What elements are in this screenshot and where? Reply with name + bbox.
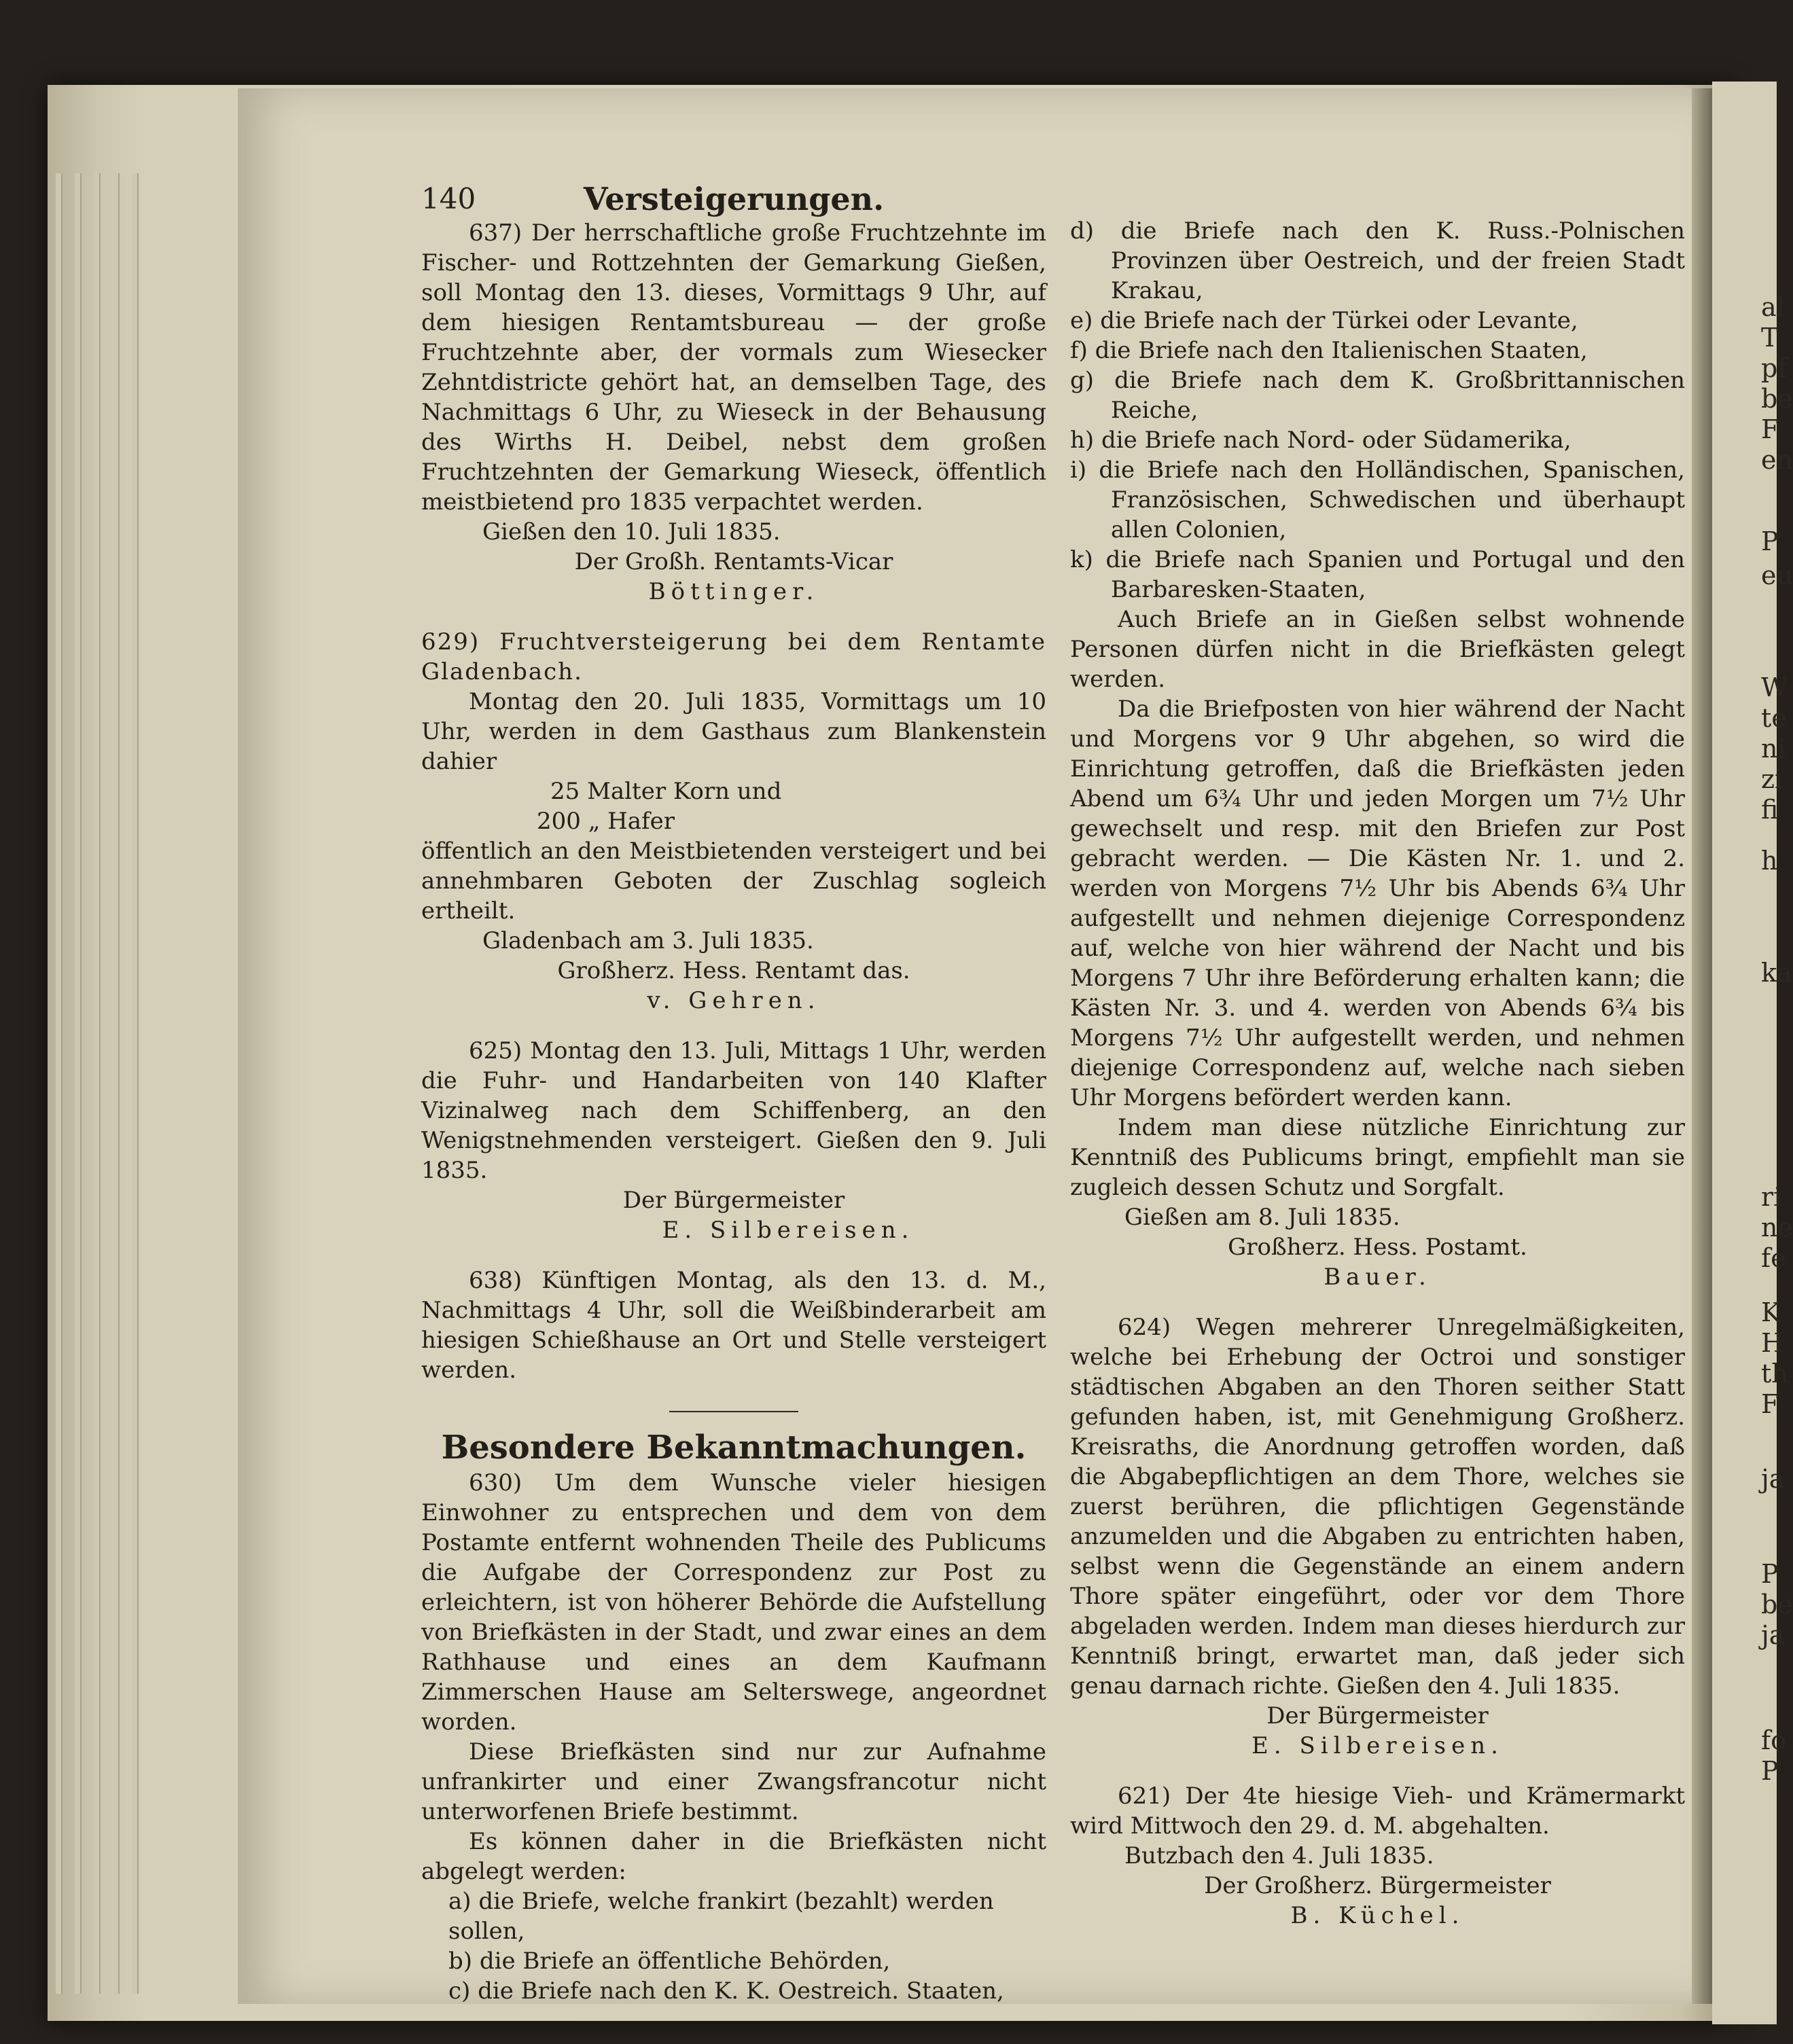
list-item: 200 „ Hafer [537,808,675,835]
fragment-text: W [1761,673,1788,702]
notice-638: 638) Künftigen Montag, als den 13. d. M., Nachmittags 4 Uhr, soll die Weißbinderarbeit am hiesigen Schießhause an Ort und Stelle versteigert werden. [421,1267,1046,1384]
fragment-text: ja [1761,1620,1785,1650]
fragment-text: ka [1761,958,1792,988]
notice-place-date: Gießen den 10. Juli 1835. [482,518,781,545]
fragment-text: be [1761,1590,1793,1619]
fragment-text: F [1761,1389,1779,1419]
notice-signatory: Der Großh. Rentamts-Vicar [574,548,893,575]
notice-630-para: Indem man diese nützliche Einrichtung zur Kenntniß des Publicums bringt, empfiehlt man sie zugleich dessen Schutz und Sorgfalt. [1070,1114,1685,1201]
page-edge [113,173,120,1994]
list-item: e) die Briefe nach der Türkei oder Levante, [1070,307,1578,334]
section-divider [669,1411,798,1412]
fragment-text: th [1761,1359,1788,1388]
page-edge [94,173,101,1994]
fragment-text: be [1761,384,1793,414]
notice-629-cont: öffentlich an den Meistbietenden versteigert und bei annehmbaren Geboten der Zuschlag sogleich ertheilt. [421,838,1046,925]
notice-629-title: 629) Fruchtversteigerung bei dem Rentamte Gladenbach. [421,628,1046,685]
notice-place-date: Gladenbach am 3. Juli 1835. [482,927,814,954]
notice-signature: E. Silbereisen. [1251,1732,1504,1759]
fragment-text: zi [1761,764,1783,794]
book-gutter [1692,88,1712,2004]
notice-621: 621) Der 4te hiesige Vieh- und Krämermarkt wird Mittwoch den 29. d. M. abgehalten. [1070,1782,1685,1840]
notice-signatory: Großherz. Hess. Postamt. [1228,1234,1527,1261]
notice-signatory: Der Bürgermeister [622,1187,845,1214]
neighbor-page-fragment [1712,82,1793,2024]
fragment-text: ne [1761,1213,1793,1242]
notice-630-para: Da die Briefposten von hier während der Nacht und Morgens vor 9 Uhr abgehen, so wird die Einrichtung getroffen, daß die Briefkästen jeden Abend um 6¾ Uhr und jeden Morgen um 7½ Uhr gewechselt und resp. mit den Briefen zur Post gebracht werden. — Die Kästen Nr. 1. und 2. werden von Morgens 7½ Uhr bis Abends 6¾ Uhr aufgestellt und nehmen diejenige Correspondenz auf, welche von hier während der Nacht und bis Morgens 7 Uhr ihre Beförderung erhalten kann; die Kästen Nr. 3. und 4. werden von Abends 6¾ bis Morgens 7½ Uhr aufgestellt werden, und nehmen diejenige Correspondenz auf, welche nach sieben Uhr Morgens befördert werden kann. [1070,696,1685,1111]
fragment-text: P [1761,1559,1779,1589]
notice-630-para: Auch Briefe an in Gießen selbst wohnende Personen dürfen nicht in die Briefkästen gelegt werden. [1070,606,1685,693]
fragment-text: al [1761,292,1785,322]
notice-630-para: Es können daher in die Briefkästen nicht abgelegt werden: [421,1828,1046,1885]
fragment-text: te [1761,703,1787,733]
notice-signature: v. Gehren. [647,987,821,1014]
left-column [421,180,1046,2006]
fragment-text: P [1761,1756,1779,1786]
notice-637: 637) Der herrschaftliche große Fruchtzehnte im Fischer- und Rottzehnten der Gemarkung Gießen, soll Montag den 13. dieses, Vormittags 9 Uhr, auf dem hiesigen Rentamtsbureau — der große Fruchtzehnte aber, der vormals zum Wiesecker Zehntdistricte gehört hat, an demselben Tage, des Nachmittags 6 Uhr, zu Wieseck in der Behausung des Wirths H. Deibel, nebst dem großen Fruchtzehnten der Gemarkung Wieseck, öffentlich meistbietend pro 1835 verpachtet werden. [421,219,1046,516]
fragment-text: ni [1761,734,1786,764]
list-item: b) die Briefe an öffentliche Behörden, [448,1948,891,1975]
page-edge [132,173,139,1994]
list-item: i) die Briefe nach den Holländischen, Spanischen, Französischen, Schwedischen und überhaupt allen Colonien, [1070,456,1685,543]
notice-signatory: Der Bürgermeister [1266,1702,1489,1729]
list-item: c) die Briefe nach den K. K. Oestreich. Staaten, [448,1977,1004,2005]
notice-signature: Bauer. [1324,1263,1432,1291]
list-item: f) die Briefe nach den Italienischen Staaten, [1070,337,1588,364]
right-column [1070,216,1685,1931]
list-item: a) die Briefe, welche frankirt (bezahlt) werden sollen, [448,1888,994,1945]
notice-signatory: Großherz. Hess. Rentamt das. [557,957,910,984]
section-heading: Versteigerungen. [583,181,885,217]
fragment-text: h [1761,846,1778,876]
fragment-text: K [1761,1297,1781,1327]
notice-630-para: Diese Briefkästen sind nur zur Aufnahme unfrankirter und einer Zwangsfrancotur nicht unterworfenen Briefe bestimmt. [421,1738,1046,1825]
fragment-text: P [1761,526,1779,556]
notice-630: 630) Um dem Wunsche vieler hiesigen Einwohner zu entsprechen und dem von dem Postamte entfernt wohnenden Theile des Publicums die Aufgabe der Correspondenz zur Post zu erleichtern, ist von höherer Behörde die Aufstellung von Briefkästen in der Stadt, und zwar eines an dem Rathhause und eines an dem Kaufmann Zimmerschen Hause am Selterswege, angeordnet worden. [421,1469,1046,1736]
fragment-text: eu [1761,560,1793,590]
list-item: h) die Briefe nach Nord- oder Südamerika, [1070,427,1572,454]
list-item: 25 Malter Korn und [550,778,782,805]
fragment-text: ja [1761,1464,1785,1494]
fragment-text: H [1761,1328,1784,1358]
notice-place-date: Butzbach den 4. Juli 1835. [1124,1842,1434,1869]
section-heading: Besondere Bekanntmachungen. [441,1429,1027,1467]
page-number: 140 [421,182,476,215]
notice-signature: B. Küchel. [1290,1902,1465,1929]
list-item: d) die Briefe nach den K. Russ.-Polnischen Provinzen über Oestreich, und der freien Stadt Krakau, [1070,217,1685,304]
fragment-text: F [1761,414,1779,444]
fragment-text: fo [1761,1725,1786,1755]
notice-625: 625) Montag den 13. Juli, Mittags 1 Uhr, werden die Fuhr- und Handarbeiten von 140 Klafter Vizinalweg nach dem Schiffenberg, an den Wenigstnehmenden versteigert. Gießen den 9. Juli 1835. [421,1037,1046,1184]
fragment-text: fe [1761,1243,1786,1273]
fragment-text: T [1761,323,1779,353]
fragment-text: ri [1761,1182,1782,1212]
fragment-text: en [1761,445,1793,475]
page-edge [56,173,63,1994]
list-item: k) die Briefe nach Spanien und Portugal und den Barbaresken-Staaten, [1070,546,1685,603]
notice-signature: Böttinger. [648,578,819,605]
fragment-text: fi [1761,795,1779,825]
fragment-text: pf [1761,353,1788,383]
notice-signature: E. Silbereisen. [662,1217,915,1244]
notice-624: 624) Wegen mehrerer Unregelmäßigkeiten, welche bei Erhebung der Octroi und sonstiger städtischen Abgaben an den Thoren seither Statt gefunden haben, ist, mit Genehmigung Großherz. Kreisraths, die Anordnung getroffen worden, daß die Abgabepflichtigen an dem Thore, welches sie zuerst berühren, die pflichtigen Gegenstände anzumelden und die Abgaben zu entrichten haben, selbst wenn die Gegenstände an einem andern Thore später eingeführt, oder vor dem Thore abgeladen werden. Indem man dieses hierdurch zur Kenntniß bringt, erwartet man, daß jeder sich genau darnach richte. Gießen den 4. Juli 1835. [1070,1314,1685,1700]
notice-629: Montag den 20. Juli 1835, Vormittags um 10 Uhr, werden in dem Gasthaus zum Blankenstein dahier [421,688,1046,775]
list-item: g) die Briefe nach dem K. Großbrittannischen Reiche, [1070,367,1685,424]
notice-place-date: Gießen am 8. Juli 1835. [1124,1204,1400,1231]
notice-signatory: Der Großherz. Bürgermeister [1204,1872,1551,1899]
page-edge [75,173,82,1994]
